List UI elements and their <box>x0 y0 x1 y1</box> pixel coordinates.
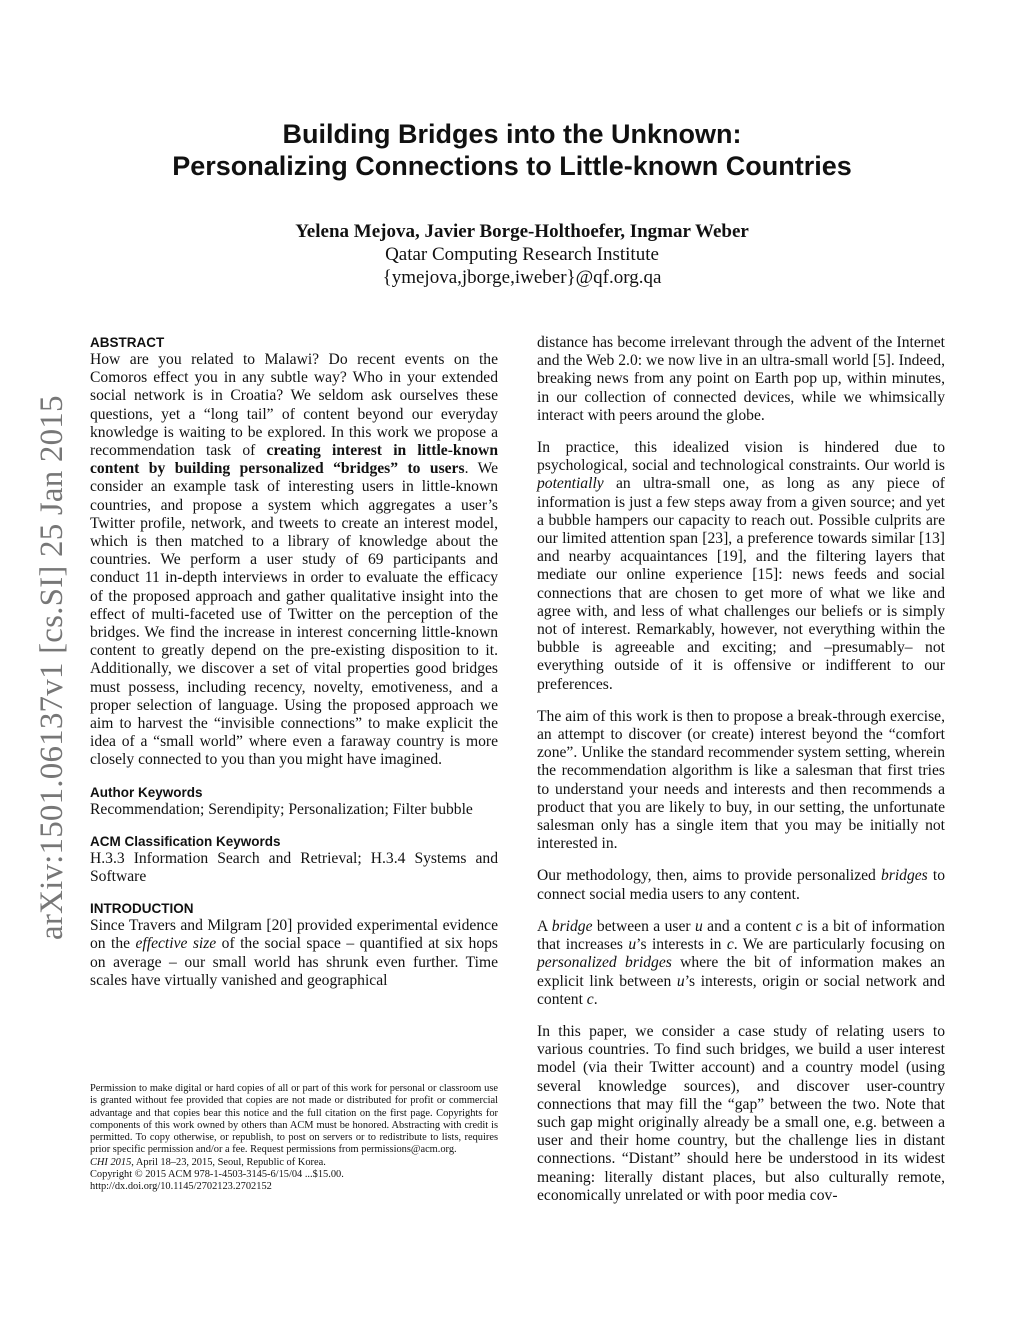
bridge-def-part: ’s interests, origin or social network and content <box>537 972 945 1008</box>
arxiv-identifier: arXiv:1501.06137v1 [cs.SI] 25 Jan 2015 <box>34 395 70 940</box>
introduction-text-b: of the social space – quantified at six hops on average – our small world has shrunk even further. Time scales have virtually vanished and geographical <box>90 935 498 989</box>
abstract-section <box>90 334 498 770</box>
title-line-2: Personalizing Connections to Little-known Countries <box>172 151 852 181</box>
bridge-definition <box>537 918 945 1009</box>
bridge-def-part: ’s interests in <box>636 936 727 954</box>
bridge-def-part: . We are particularly focusing on <box>733 936 946 954</box>
introduction-text-em: effective size <box>135 935 217 953</box>
math-c: c <box>726 936 734 954</box>
conference-details: , April 18–23, 2015, Seoul, Republic of Korea. <box>131 1156 326 1168</box>
acm-keywords-heading: ACM Classification Keywords <box>90 833 281 849</box>
paragraph-2-b: an ultra-small one, as long as any piece of information is just a few steps away from a given source; and yet a bubble hampers our capacity to reach out. Possible culprits are our limited attention span [23], a preference towards similar [13] and nearby acquaintances [19], and the filtering layers that mediate our online experience [15]: news feeds and social connections that are chosen to get more of what we like and agree with, and less of what challenges our beliefs or is simply not of interest. Remarkably, however, not everything within the bubble is agreeable and exciting; and –presumably– not everything outside of it is offensive or indifferent to our preferences. <box>537 475 945 693</box>
author-block <box>0 220 1024 289</box>
abstract-text-b: . We consider an example task of interesting users in little-known countries, and propose a system which aggregates a user’s Twitter profile, network, and tweets to create an interest model, which is then matched to a library of knowledge about the countries. We perform a user study of 69 participants and conduct 11 in-depth interviews in order to evaluate the efficacy of the proposed approach and gather qualitative insight into the effect of multi-faceted use of Twitter on the perception of the bridges. We find the increase in interest concerning little-known content to greatly depend on the pre-existing disposition to it. Additionally, we discover a set of vital properties good bridges must possess, including recency, novelty, emotiveness, and a proper selection of language. Using the proposed approach we aim to harvest the “invisible connections” to make explicit the idea of a “small world” where even a faraway country is more closely connected to you than you might have imagined. <box>90 460 498 769</box>
acm-keywords-text: H.3.3 Information Search and Retrieval; H.3.4 Systems and Software <box>90 849 498 886</box>
abstract-text-a: How are you related to Malawi? Do recent events on the Comoros effect you in any subtle way? Who in your extended social network is in Croatia? We seldom ask ourselves these questions, yet a “long tail” of content beyond our everyday knowledge is waiting to be explored. In this work we propose a recommendation task of <box>90 351 498 460</box>
abstract-text <box>90 351 498 770</box>
bridge-def-part: is a bit of information that increases <box>537 917 945 954</box>
paragraph-4 <box>537 867 945 903</box>
bridge-def-part: between a user <box>592 917 695 935</box>
bridge-def-part: . <box>593 990 598 1008</box>
title-line-1: Building Bridges into the Unknown: <box>282 119 742 149</box>
author-keywords-heading: Author Keywords <box>90 784 203 800</box>
bridge-def-part: where the bit of information makes an explicit link between <box>537 954 945 990</box>
math-u: u <box>628 936 637 954</box>
author-names: Yelena Mejova, Javier Borge-Holthoefer, Ingmar Weber <box>295 221 749 242</box>
paper-title <box>0 118 1024 182</box>
paragraph-3: The aim of this work is then to propose a break-through exercise, an attempt to discover (or create) interest beyond the “comfort zone”. Unlike the standard recommender system setting, wherein the recommendation algorithm is like a salesman that first tries to understand your needs and interests and then recommends a product that you are likely to buy, in our setting, the unfortunate salesman only has a single item that you may be initially not interested in. <box>537 707 945 853</box>
math-c: c <box>586 990 594 1008</box>
introduction-heading: INTRODUCTION <box>90 901 194 917</box>
doi-link[interactable]: http://dx.doi.org/10.1145/2702123.2702152 <box>90 1181 272 1193</box>
bridge-def-part: bridge <box>551 917 593 935</box>
bridge-def-part: and a content <box>702 917 796 935</box>
paragraph-1: distance has become irrelevant through the advent of the Internet and the Web 2.0: we now live in an ultra-small world [5]. Indeed, breaking news from any point on Earth pop up, within minutes, in our collection of connected devices, while we whimsically interact with peers around the globe. <box>537 334 945 424</box>
math-u: u <box>676 972 685 990</box>
conference-line <box>90 1157 498 1169</box>
permission-text: Permission to make digital or hard copies of all or part of this work for personal or classroom use is granted without fee provided that copies are not made or distributed for profit or commercial advantage and that copies bear this notice and the full citation on the first page. Copyrights for components of this work owned by others than ACM must be honored. Abstracting with credit is permitted. To copy otherwise, or republish, to post on servers or to redistribute to lists, requires prior specific permission and/or a fee. Request permissions from permissions@acm.org. <box>90 1083 498 1156</box>
affiliation: Qatar Computing Research Institute <box>385 244 659 265</box>
paragraph-2-em: potentially <box>537 475 604 493</box>
acm-keywords-section <box>90 833 498 886</box>
copyright-line: Copyright © 2015 ACM 978-1-4503-3145-6/15/04 ...$15.00. <box>90 1169 344 1181</box>
introduction-section <box>90 900 498 990</box>
paragraph-2 <box>537 439 945 694</box>
bridge-def-part: personalized bridges <box>537 954 672 972</box>
math-c: c <box>795 917 803 935</box>
paragraph-4-a: Our methodology, then, aims to provide personalized <box>537 867 881 885</box>
author-keywords-text: Recommendation; Serendipity; Personalization; Filter bubble <box>90 800 473 818</box>
left-column <box>90 334 498 1004</box>
math-u: u <box>694 917 703 935</box>
paragraph-5: In this paper, we consider a case study of relating users to various countries. To find such bridges, we build a user interest model (via their Twitter account) and a country model (using several knowledge sources), and discover user-country connections that may fill the “gap” between the two. Note that such gap might originally already be a small one, e.g. between a user and their home country, but the challenge lies in distant connections. “Distant” should here be understood in its widest meaning: literally distant places, but also culturally remote, economically unrelated or with poor media cov- <box>537 1022 945 1204</box>
author-keywords-section <box>90 784 498 819</box>
bridge-def-part: A <box>537 917 552 935</box>
right-column <box>537 334 945 1219</box>
abstract-text-bold: creating interest in little-known content by building personalized “bridges” to users <box>90 442 498 478</box>
email: {ymejova,jborge,iweber}@qf.org.qa <box>382 267 662 288</box>
paragraph-2-a: In practice, this idealized vision is hindered due to psychological, social and technological constraints. Our world is <box>537 439 945 475</box>
permission-notice <box>90 1083 498 1194</box>
paragraph-4-b: to connect social media users to any content. <box>537 867 945 903</box>
paragraph-4-em: bridges <box>880 867 928 885</box>
introduction-text-a: Since Travers and Milgram [20] provided experimental evidence on the <box>90 917 498 953</box>
introduction-text <box>90 917 498 990</box>
abstract-heading: ABSTRACT <box>90 335 165 350</box>
conference-name: CHI 2015 <box>90 1156 132 1168</box>
